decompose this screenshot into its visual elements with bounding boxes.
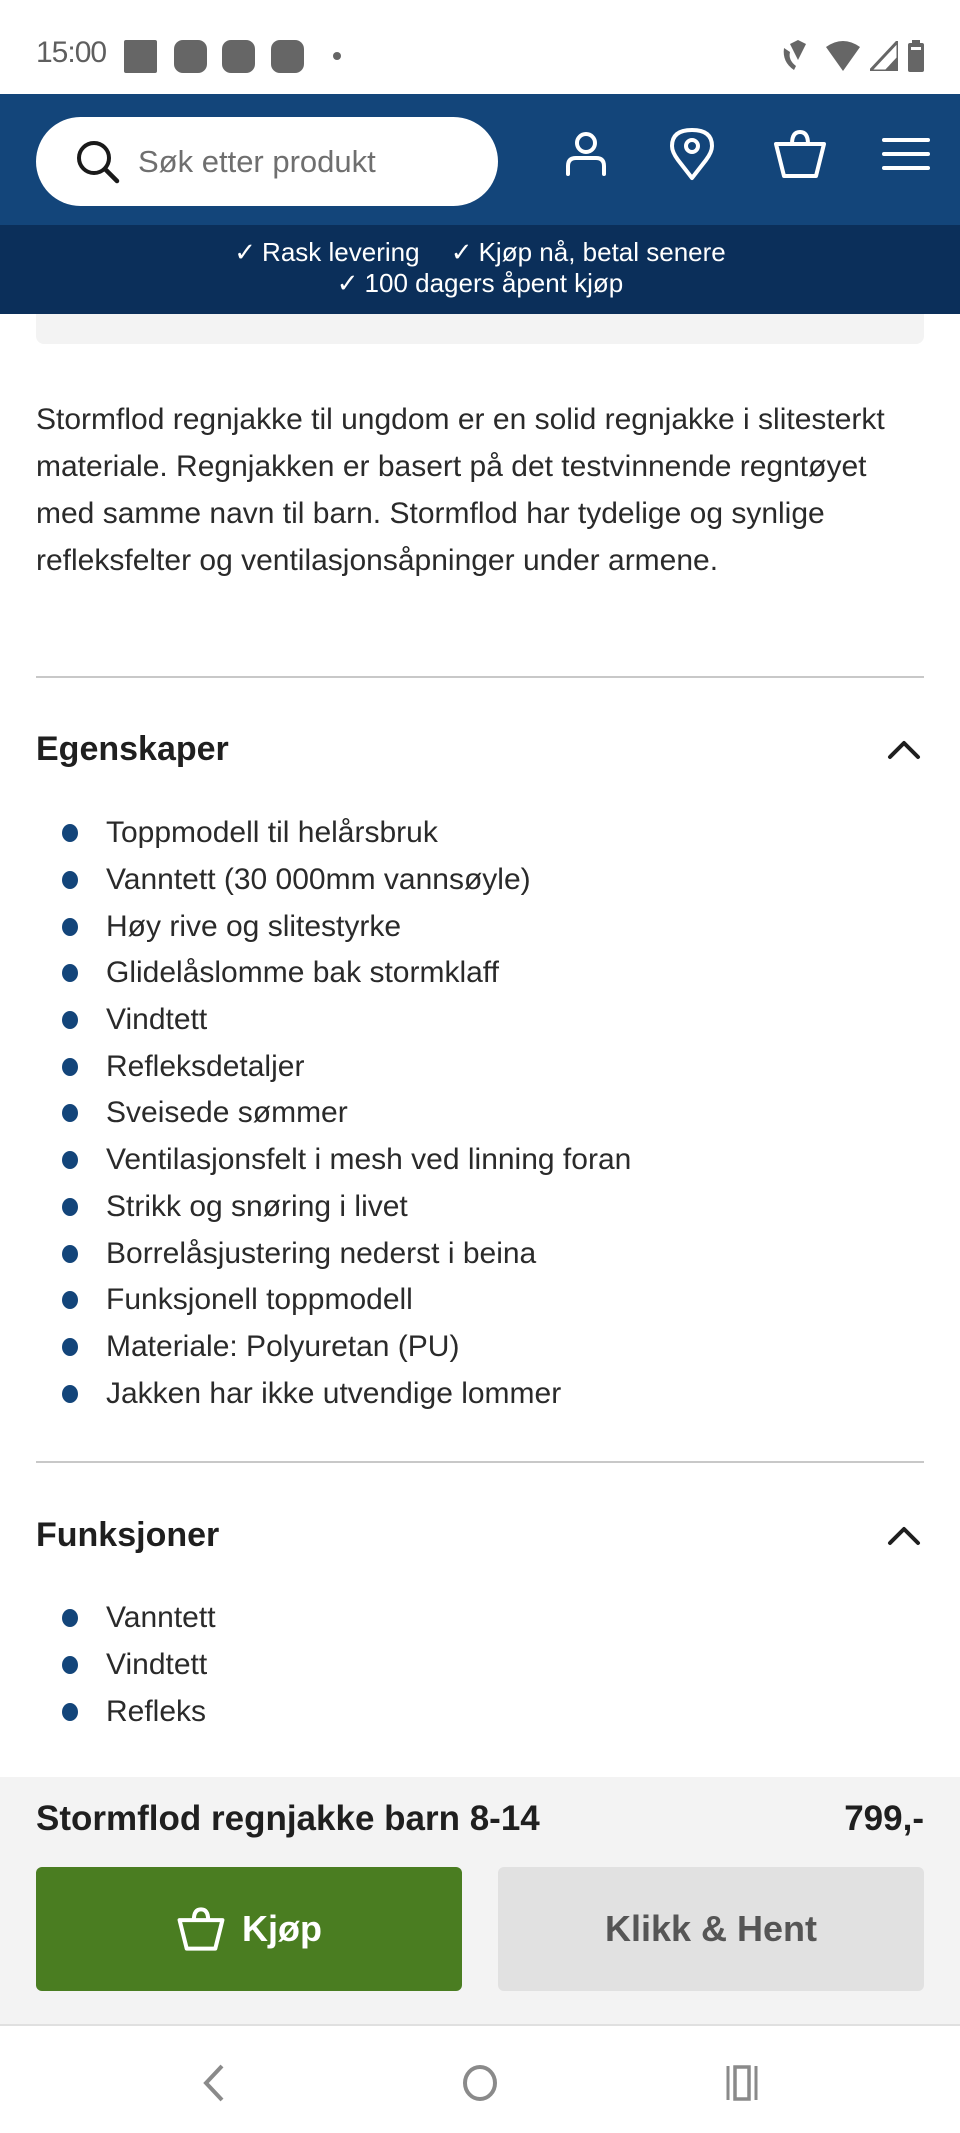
section-title: Funksjoner [36,1515,220,1554]
bullet-icon [62,871,78,889]
menu-icon[interactable] [878,126,934,182]
usp-bar [0,225,960,314]
list-item: Refleksdetaljer [36,1043,631,1090]
accordion-egenskaper-header[interactable] [36,719,924,779]
check-icon: ✓ [234,237,257,267]
section-title: Egenskaper [36,729,229,768]
list-item: Vindtett [36,997,631,1044]
product-description: Stormflod regnjakke til ungdom er en solid regnjakke i slitesterkt materiale. Regnjakken er basert på det testvinnende regntøyet med samme navn til barn. Stormflod har tydelige og synlige refleksfelter og ventilasjonsåpninger under armene. [36,403,885,577]
bullet-icon [62,964,78,982]
accordion-funksjoner-header[interactable] [36,1505,924,1565]
list-item: Jakken har ikke utvendige lommer [36,1370,631,1417]
check-icon: ✓ [450,237,473,267]
bullet-icon [62,1656,78,1674]
search-input[interactable] [138,144,468,180]
recent-apps-icon[interactable] [720,2058,770,2108]
more-notifications-dot-icon [333,52,341,60]
list-item: Strikk og snøring i livet [36,1184,631,1231]
notification-icon [174,40,207,73]
location-pin-icon[interactable] [664,126,720,182]
list-item: Funksjonell toppmodell [36,1277,631,1324]
wifi-call-icon [782,40,816,72]
notification-icon [124,40,157,73]
divider [36,676,924,678]
click-and-collect-button[interactable] [498,1867,924,1991]
check-icon: ✓ [336,268,359,298]
search-icon [74,138,122,186]
list-item: Ventilasjonsfelt i mesh ved linning foran [36,1137,631,1184]
bullet-icon [62,1198,78,1216]
product-name: Stormflod regnjakke barn 8-14 [36,1799,540,1838]
shopping-bag-icon[interactable] [772,126,828,182]
divider [36,1461,924,1463]
bullet-icon [62,824,78,842]
site-header [0,94,960,225]
home-icon[interactable] [455,2058,505,2108]
pickup-label: Klikk & Hent [604,1908,818,1949]
bullet-icon [62,1609,78,1627]
battery-icon [908,40,924,72]
list-item: Vindtett [36,1642,216,1689]
product-price: 799,- [844,1799,924,1838]
gallery-bottom-edge [36,314,924,344]
status-bar [0,0,960,94]
notification-icon [222,40,255,73]
wifi-icon [826,41,860,71]
chevron-up-icon[interactable] [884,729,924,769]
bullet-icon [62,918,78,936]
bullet-icon [62,1011,78,1029]
search-bar[interactable] [36,117,498,206]
usp-item: ✓ Kjøp nå, betal senere [450,237,726,267]
features-list [36,810,631,1417]
list-item: Høy rive og slitestyrke [36,903,631,950]
list-item: Toppmodell til helårsbruk [36,810,631,857]
list-item: Sveisede sømmer [36,1090,631,1137]
user-icon[interactable] [558,126,614,182]
list-item: Refleks [36,1688,216,1735]
list-item: Glidelåslomme bak stormklaff [36,950,631,997]
list-item: Materiale: Polyuretan (PU) [36,1324,631,1371]
list-item: Vanntett (30 000mm vannsøyle) [36,857,631,904]
bullet-icon [62,1151,78,1169]
functions-list [36,1595,216,1735]
usp-item: ✓ 100 dagers åpent kjøp [336,268,624,298]
shopping-bag-icon [176,1904,226,1954]
chevron-up-icon[interactable] [884,1515,924,1555]
notification-icon [271,40,304,73]
back-icon[interactable] [190,2058,240,2108]
system-nav-bar [0,2028,960,2133]
buy-button[interactable] [36,1867,462,1991]
cell-signal-icon [870,41,898,71]
usp-item: ✓ Rask levering [234,237,420,267]
sticky-buy-bar [0,1777,960,2026]
list-item: Vanntett [36,1595,216,1642]
buy-label: Kjøp [242,1908,322,1949]
list-item: Borrelåsjustering nederst i beina [36,1230,631,1277]
bullet-icon [62,1703,78,1721]
bullet-icon [62,1291,78,1309]
status-time: 15:00 [36,36,107,69]
bullet-icon [62,1338,78,1356]
bullet-icon [62,1058,78,1076]
bullet-icon [62,1245,78,1263]
bullet-icon [62,1104,78,1122]
bullet-icon [62,1385,78,1403]
